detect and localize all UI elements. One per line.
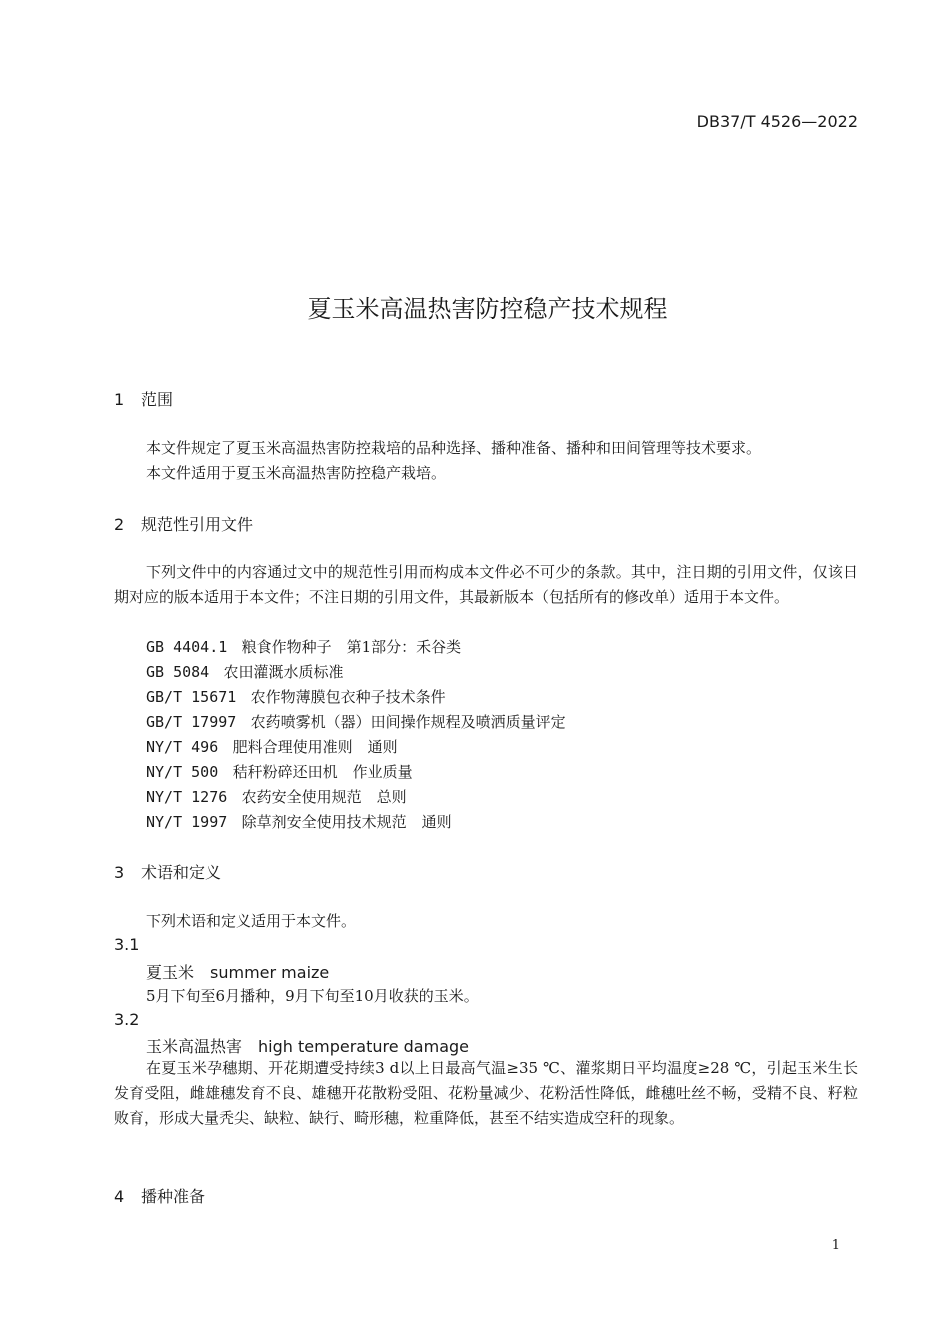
section-number: 2 [114,515,125,534]
reference-code: NY/T 496 [146,738,219,756]
reference-code: NY/T 500 [146,763,219,781]
section-title: 术语和定义 [141,863,222,882]
term-english: high temperature damage [258,1037,469,1056]
section-title: 播种准备 [141,1187,206,1206]
term-definition: 在夏玉米孕穗期、开花期遭受持续3 d以上日最高气温≥35 ℃、灌浆期日平均温度≥28 ℃，引起玉米生长发育受阻，雌雄穗发育不良、雄穗开花散粉受阻、花粉量减少、花粉活性降低，雌穗吐丝不畅，受精不良、籽粒败育，形成大量秃尖、缺粒、缺行、畸形穗，粒重降低，甚至不结实造成空秆的现象。 [114,1059,858,1127]
section-number: 1 [114,390,125,409]
section-number: 4 [114,1187,125,1206]
term-definition: 5月下旬至6月播种，9月下旬至10月收获的玉米。 [146,987,479,1005]
reference-item [146,811,452,832]
reference-title: 秸秆粉碎还田机 作业质量 [232,763,413,781]
reference-title: 除草剂安全使用技术规范 通则 [241,813,452,831]
reference-title: 农药安全使用规范 总则 [241,788,407,806]
term-chinese: 玉米高温热害 [146,1037,243,1056]
paragraph: 本文件规定了夏玉米高温热害防控栽培的品种选择、播种准备、播种和田间管理等技术要求。 [146,439,762,457]
reference-item [146,636,461,657]
section-title: 范围 [141,390,174,409]
section-number: 3 [114,863,125,882]
paragraph: 下列术语和定义适用于本文件。 [146,912,357,930]
reference-item [146,686,446,707]
reference-title: 肥料合理使用准则 通则 [232,738,398,756]
reference-title: 粮食作物种子 第1部分：禾谷类 [241,638,462,656]
section-title: 规范性引用文件 [141,515,254,534]
term-heading [146,1034,469,1057]
reference-title: 农作物薄膜包衣种子技术条件 [250,688,446,706]
standard-code: DB37/T 4526—2022 [696,112,858,131]
reference-title: 农药喷雾机（器）田间操作规程及喷洒质量评定 [250,713,566,731]
document-title: 夏玉米高温热害防控稳产技术规程 [307,295,668,323]
term-chinese: 夏玉米 [146,963,195,982]
reference-item [146,761,413,782]
reference-code: GB/T 15671 [146,688,237,706]
reference-code: NY/T 1276 [146,788,228,806]
page-number: 1 [831,1238,840,1253]
reference-item [146,736,398,757]
section-1-heading [114,387,173,410]
reference-title: 农田灌溉水质标准 [223,663,344,681]
reference-item [146,661,344,682]
term-number: 3.2 [114,1010,140,1029]
reference-item [146,786,407,807]
section-4-heading [114,1184,205,1207]
section-2-heading [114,512,253,535]
reference-code: NY/T 1997 [146,813,228,831]
reference-item [146,711,566,732]
reference-code: GB/T 17997 [146,713,237,731]
reference-code: GB 5084 [146,663,210,681]
term-number: 3.1 [114,935,140,954]
reference-code: GB 4404.1 [146,638,228,656]
paragraph: 下列文件中的内容通过文中的规范性引用而构成本文件必不可少的条款。其中，注日期的引用文件，仅该日期对应的版本适用于本文件；不注日期的引用文件，其最新版本（包括所有的修改单）适用于本文件。 [114,563,858,606]
section-3-heading [114,860,221,883]
term-heading [146,960,329,983]
paragraph: 本文件适用于夏玉米高温热害防控稳产栽培。 [146,464,447,482]
term-english: summer maize [210,963,330,982]
